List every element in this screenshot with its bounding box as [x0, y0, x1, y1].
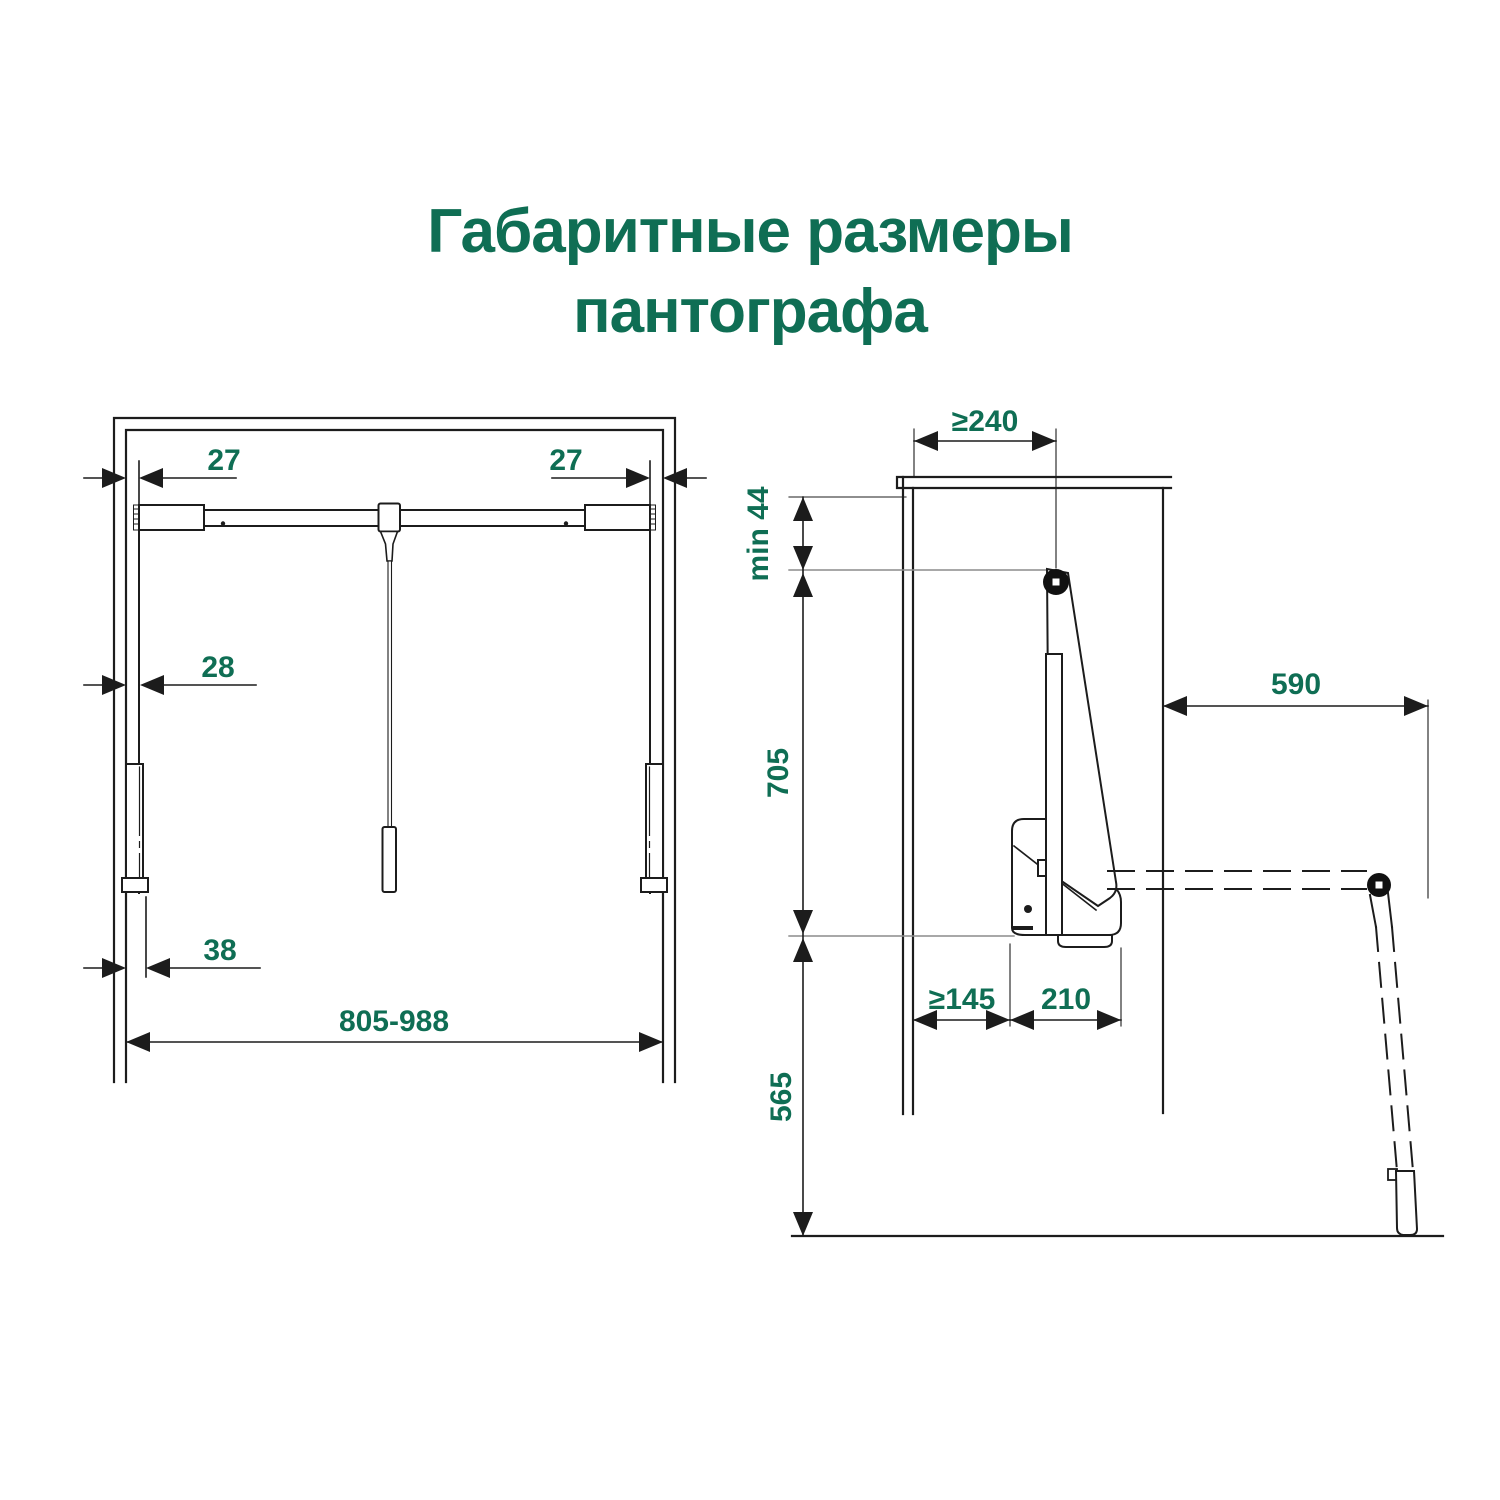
dim-arrow	[126, 1032, 150, 1052]
dim-arrow	[1010, 1010, 1034, 1030]
handle-rod-dashed-left	[1376, 927, 1397, 1171]
lift-block-left	[122, 764, 148, 892]
handle-rod-stub	[1370, 893, 1392, 927]
label-width-range: 805-988	[338, 1005, 450, 1038]
dim-arrow	[639, 1032, 663, 1052]
label-lower-height: 565	[765, 1071, 798, 1123]
dim-arrow	[1032, 431, 1056, 451]
label-upper-height: 705	[762, 747, 795, 799]
housing-slot	[1013, 926, 1033, 930]
label-min-back-clearance: ≥145	[928, 983, 996, 1016]
dim-arrow	[793, 1212, 813, 1236]
dim-arrow	[1404, 696, 1428, 716]
bar-pin-right	[564, 521, 568, 525]
label-pull-out-reach: 590	[1270, 668, 1322, 701]
page-title-line2: пантографа	[573, 277, 927, 346]
cabinet-top-panel	[897, 477, 1171, 488]
label-offset-mid: 28	[201, 651, 235, 684]
bar-sleeve-right	[585, 505, 650, 530]
cord-block	[379, 504, 401, 532]
dim-arrow	[139, 468, 163, 488]
bar-sleeve-left	[139, 505, 204, 530]
bar-pin-left	[221, 521, 225, 525]
label-min-depth-top: ≥240	[951, 405, 1019, 438]
dim-arrow	[1097, 1010, 1121, 1030]
page-title	[0, 192, 1500, 352]
handle-rod-dashed-right	[1392, 927, 1413, 1171]
front-view	[84, 418, 706, 1082]
handle-grip	[1396, 1171, 1417, 1235]
label-housing-depth: 210	[1040, 983, 1092, 1016]
cord-funnel	[381, 532, 398, 562]
side-pantograph	[1012, 569, 1417, 1235]
cabinet-back-panel	[903, 477, 913, 1114]
housing-screw	[1024, 905, 1032, 913]
pivot-rod-end-axle	[1376, 882, 1383, 889]
dim-arrow	[793, 910, 813, 934]
dim-arrow	[793, 938, 813, 962]
label-offset-top-right: 27	[549, 444, 583, 477]
dim-arrow	[793, 497, 813, 521]
dim-arrow	[626, 468, 650, 488]
label-offset-top-left: 27	[207, 444, 241, 477]
dim-vertical-chain	[793, 497, 813, 1236]
front-pantograph	[122, 504, 667, 894]
dim-arrow	[914, 431, 938, 451]
pull-handle	[383, 827, 397, 892]
dim-arrow	[793, 573, 813, 597]
dim-arrow	[793, 546, 813, 570]
housing-bottom-tab	[1058, 935, 1112, 947]
lift-block-right	[641, 764, 667, 892]
page-title-line1: Габаритные размеры	[427, 197, 1073, 266]
dim-arrow	[140, 675, 164, 695]
pull-cord	[388, 561, 392, 827]
label-offset-bottom: 38	[203, 934, 237, 967]
side-view	[789, 429, 1443, 1236]
lift-rail-notch	[1038, 860, 1046, 876]
dim-arrow	[146, 958, 170, 978]
pivot-top-axle	[1053, 579, 1060, 586]
dim-arrow	[1163, 696, 1187, 716]
lift-rail	[1046, 654, 1062, 935]
label-min-top-clearance: min 44	[742, 486, 775, 582]
